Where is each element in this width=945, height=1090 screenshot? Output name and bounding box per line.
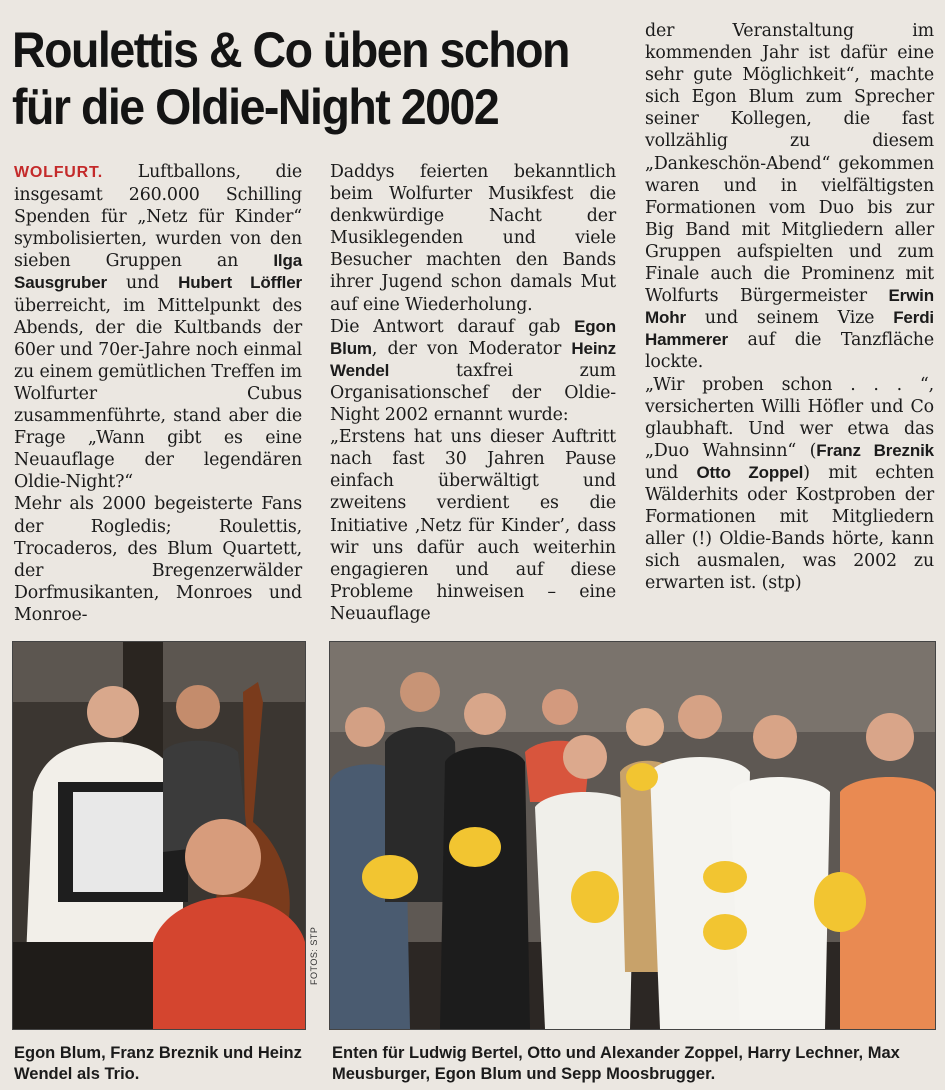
paragraph bbox=[14, 161, 302, 493]
caption-left: Egon Blum, Franz Breznik und Heinz Wendel als Trio. bbox=[14, 1044, 302, 1083]
photo-group-illustration bbox=[330, 642, 935, 1029]
text: und seinem Vize bbox=[685, 308, 894, 329]
paragraph: Mehr als 2000 begeisterte Fans der Rogledis; Roulettis, Trocaderos, des Blum Quartett, der Bregenzerwälder Dorfmusikanten, Monroes und Monroe- bbox=[14, 494, 302, 625]
article-column-3 bbox=[645, 20, 934, 594]
person-name: Ferdi Hammerer bbox=[645, 308, 934, 350]
text: taxfrei zum Organisationschef der Oldie-Night 2002 ernannt wurde: bbox=[330, 360, 616, 426]
text: ) mit echten Wälderhits oder Kostproben der Formationen mit Mitgliedern aller (!) Oldie-Bands hörte, kann sich ausmalen, was 2002 zu erwarten ist. (stp) bbox=[645, 462, 935, 594]
text: , der von Moderator bbox=[371, 338, 572, 359]
person-name: Egon Blum bbox=[330, 316, 616, 358]
paragraph: „Erstens hat uns dieser Auftritt nach fast 30 Jahren Pause einfach überwältigt und zweitens verdient es die Initiative ‚Netz für Kinder’, dass wir uns dafür auch weiterhin engagieren und auf diese Probleme hinweisen – eine Neuauflage bbox=[330, 427, 616, 624]
photo-credit: FOTOS: STP bbox=[309, 926, 319, 985]
text: überreicht, im Mittelpunkt des Abends, der die Kultbands der 60er und 70er-Jahre noch einmal zu einem gemütlichen Treffen im Wolfurter Cubus zusammenführte, stand aber die Frage „Wann gibt es eine Neuauflage der legendären Oldie-Night?“ bbox=[14, 295, 302, 493]
headline-line-2: für die Oldie-Night 2002 bbox=[12, 79, 499, 135]
text: Die Antwort darauf gab bbox=[330, 316, 575, 337]
paragraph bbox=[330, 316, 616, 426]
person-name: Franz Breznik bbox=[816, 440, 934, 460]
caption-right: Enten für Ludwig Bertel, Otto und Alexander Zoppel, Harry Lechner, Max Meusburger, Egon Blum und Sepp Moosbrugger. bbox=[332, 1044, 900, 1083]
article-column-2 bbox=[330, 161, 616, 625]
headline-line-1: Roulettis & Co üben schon bbox=[12, 22, 569, 78]
person-name: Heinz Wendel bbox=[330, 338, 616, 380]
text: der Veranstaltung im kommenden Jahr ist dafür eine sehr gute Möglichkeit“, machte sich Egon Blum zum Sprecher seiner Kollegen, die fast vollzählig zu diesem „Dankeschön-Abend“ gekommen waren und in vielfältigsten Formationen vom Duo bis zur Big Band mit Mitgliedern aller Gruppen aufspielten und zum Finale auch die Prominenz mit Wolfurts Bürgermeister bbox=[645, 21, 934, 307]
text: auf die Tanzfläche lockte. bbox=[645, 330, 934, 373]
person-name: Ilga Sausgruber bbox=[14, 251, 302, 293]
text: „Wir proben schon . . . “, versicherten Willi Höfler und Co glaubhaft. Und wer etwa das „Duo Wahnsinn“ ( bbox=[645, 374, 934, 461]
person-name: Otto Zoppel bbox=[696, 462, 804, 482]
article-column-1 bbox=[14, 161, 302, 626]
text: Luftballons, die insgesamt 260.000 Schilling Spenden für „Netz für Kinder“ symbolisierten, wurden von den sieben Gruppen an bbox=[14, 162, 302, 272]
photo-group-ducks bbox=[329, 641, 936, 1030]
paragraph bbox=[645, 374, 934, 595]
text: und bbox=[645, 462, 697, 483]
paragraph bbox=[645, 20, 934, 374]
paragraph: Daddys feierten bekanntlich beim Wolfurter Musikfest die denkwürdige Nacht der Musiklegenden und viele Besucher machten den Bands ihrer Jugend schon damals Mut auf eine Wiederholung. bbox=[330, 162, 616, 315]
headline bbox=[12, 22, 593, 136]
photo-trio-illustration bbox=[13, 642, 305, 1029]
text: und bbox=[106, 273, 179, 294]
person-name: Hubert Löffler bbox=[178, 273, 302, 293]
person-name: Erwin Mohr bbox=[645, 286, 934, 328]
photo-trio-musicians bbox=[12, 641, 306, 1030]
dateline: WOLFURT. bbox=[14, 164, 104, 181]
